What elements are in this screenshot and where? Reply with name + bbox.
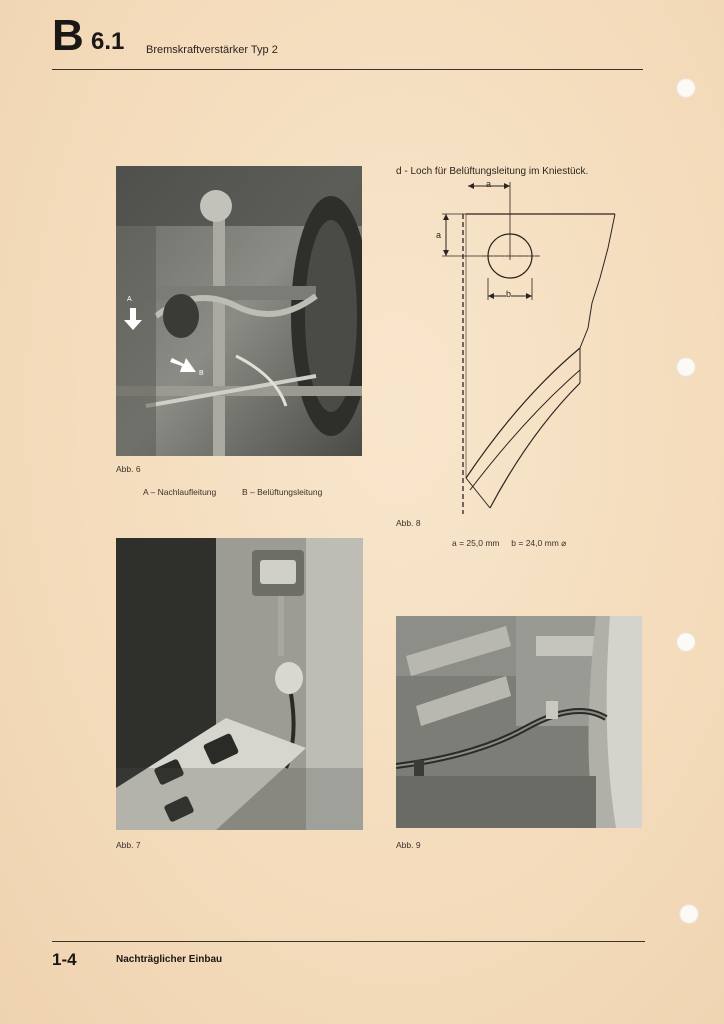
chapter-letter: B bbox=[52, 11, 84, 60]
dim-a-side-label: a bbox=[436, 230, 442, 240]
caption-abb7: Abb. 7 bbox=[116, 840, 141, 850]
arrow-b-label: B bbox=[199, 370, 204, 377]
page-number: 1-4 bbox=[52, 950, 77, 969]
photo-abb7 bbox=[116, 538, 363, 830]
punch-hole bbox=[676, 632, 696, 652]
diagram-abb8 bbox=[430, 178, 630, 514]
legend-a: A – Nachlaufleitung bbox=[143, 487, 217, 497]
dim-b-label: b bbox=[506, 289, 512, 299]
dim-a-top-label: a bbox=[486, 179, 492, 189]
arrow-a-icon bbox=[124, 306, 146, 332]
footer-rule bbox=[52, 941, 645, 942]
punch-hole bbox=[676, 357, 696, 377]
photo-abb6 bbox=[116, 166, 362, 456]
page-header-title: Bremskraftverstärker Typ 2 bbox=[146, 44, 278, 56]
footer-title: Nachträglicher Einbau bbox=[116, 954, 223, 965]
chapter-number: 6.1 bbox=[91, 28, 125, 55]
dimensions-text: a = 25,0 mm b = 24,0 mm ⌀ bbox=[452, 538, 567, 548]
arrow-b-icon bbox=[170, 352, 198, 376]
diagram-title: d - Loch für Belüftungsleitung im Kniestück. bbox=[396, 166, 589, 177]
legend-b: B – Belüftungsleitung bbox=[242, 487, 323, 497]
caption-abb8: Abb. 8 bbox=[396, 518, 421, 528]
caption-abb6: Abb. 6 bbox=[116, 464, 141, 474]
arrow-a-label: A bbox=[127, 296, 132, 303]
photo-abb9 bbox=[396, 616, 642, 828]
caption-abb9: Abb. 9 bbox=[396, 840, 421, 850]
header-rule bbox=[52, 69, 643, 70]
punch-hole bbox=[679, 904, 699, 924]
punch-hole bbox=[676, 78, 696, 98]
